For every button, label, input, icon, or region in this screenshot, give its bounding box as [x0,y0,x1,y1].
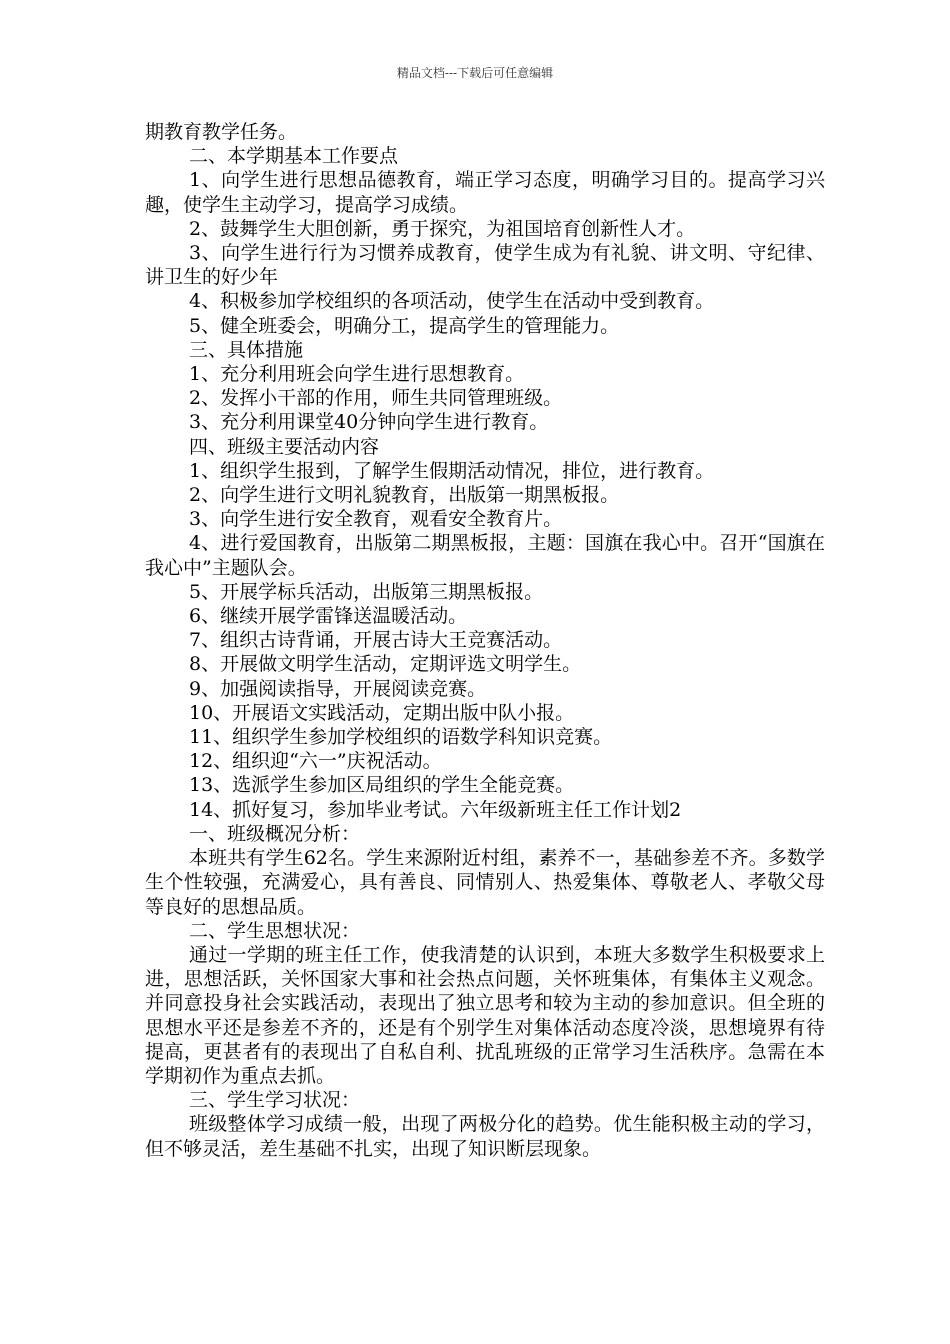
list-item: 2、鼓舞学生大胆创新，勇于探究，为祖国培育创新性人才。 [189,217,696,240]
section-heading: 四、班级主要活动内容 [189,435,380,458]
list-item: 1、向学生进行思想品德教育，端正学习态度，明确学习目的。提高学习兴趣，使学生主动学习，提高学习成绩。 [145,169,825,216]
list-item: 4、积极参加学校组织的各项活动，使学生在活动中受到教育。 [189,290,715,313]
list-item: 13、选派学生参加区局组织的学生全能竞赛。 [189,774,575,797]
list-item: 4、进行爱国教育，出版第二期黑板报，主题：国旗在我心中。召开“国旗在我心中”主题队会。 [145,532,825,579]
document-body [145,120,825,1161]
list-item: 5、健全班委会，明确分工，提高学生的管理能力。 [189,314,620,337]
paragraph: 班级整体学习成绩一般，出现了两极分化的趋势。优生能积极主动的学习，但不够灵活，差生基础不扎实，出现了知识断层现象。 [145,1113,825,1160]
list-item: 7、组织古诗背诵，开展古诗大王竞赛活动。 [189,629,563,652]
section-heading: 二、本学期基本工作要点 [189,145,399,168]
section-heading: 三、具体措施 [189,338,304,361]
section-heading: 一、班级概况分析： [189,822,361,845]
list-item: 12、组织迎“六一”庆祝活动。 [189,750,442,773]
section-heading: 二、学生思想状况： [189,919,361,942]
list-item: 1、组织学生报到，了解学生假期活动情况，排位，进行教育。 [189,459,715,482]
list-item: 10、开展语文实践活动，定期出版中队小报。 [189,701,575,724]
list-item: 8、开展做文明学生活动，定期评选文明学生。 [189,653,582,676]
list-item: 11、组织学生参加学校组织的语数学科知识竞赛。 [189,726,613,749]
paragraph: 本班共有学生62名。学生来源附近村组，素养不一，基础参差不齐。多数学生个性较强，充满爱心，具有善良、同情别人、热爱集体、尊敬老人、孝敬父母等良好的思想品质。 [145,847,825,918]
list-item: 3、向学生进行安全教育，观看安全教育片。 [189,508,563,531]
list-item: 2、向学生进行文明礼貌教育，出版第一期黑板报。 [189,484,620,507]
paragraph: 期教育教学任务。 [145,121,298,143]
list-item: 3、充分利用课堂40分钟向学生进行教育。 [189,411,549,434]
section-heading: 三、学生学习状况： [189,1089,361,1112]
paragraph: 通过一学期的班主任工作，使我清楚的认识到，本班大多数学生积极要求上进，思想活跃，关怀国家大事和社会热点问题，关怀班集体，有集体主义观念。并同意投身社会实践活动，表现出了独立思考和较为主动的参加意识。但全班的思想水平还是参差不齐的，还是有个别学生对集体活动态度冷淡，思想境界有待提高，更甚者有的表现出了自私自利、扰乱班级的正常学习生活秩序。急需在本学期初作为重点去抓。 [145,943,825,1087]
list-item: 6、继续开展学雷锋送温暖活动。 [189,605,468,628]
list-item: 9、加强阅读指导，开展阅读竞赛。 [189,677,487,700]
page-header: 精品文档---下载后可任意编辑 [396,66,554,80]
list-item: 1、充分利用班会向学生进行思想教育。 [189,363,525,386]
list-item: 5、开展学标兵活动，出版第三期黑板报。 [189,580,544,603]
list-item: 2、发挥小干部的作用，师生共同管理班级。 [189,387,563,410]
list-item: 14、抓好复习，参加毕业考试。六年级新班主任工作计划2 [189,798,682,821]
list-item: 3、向学生进行行为习惯养成教育，使学生成为有礼貌、讲文明、守纪律、讲卫生的好少年 [145,242,825,289]
